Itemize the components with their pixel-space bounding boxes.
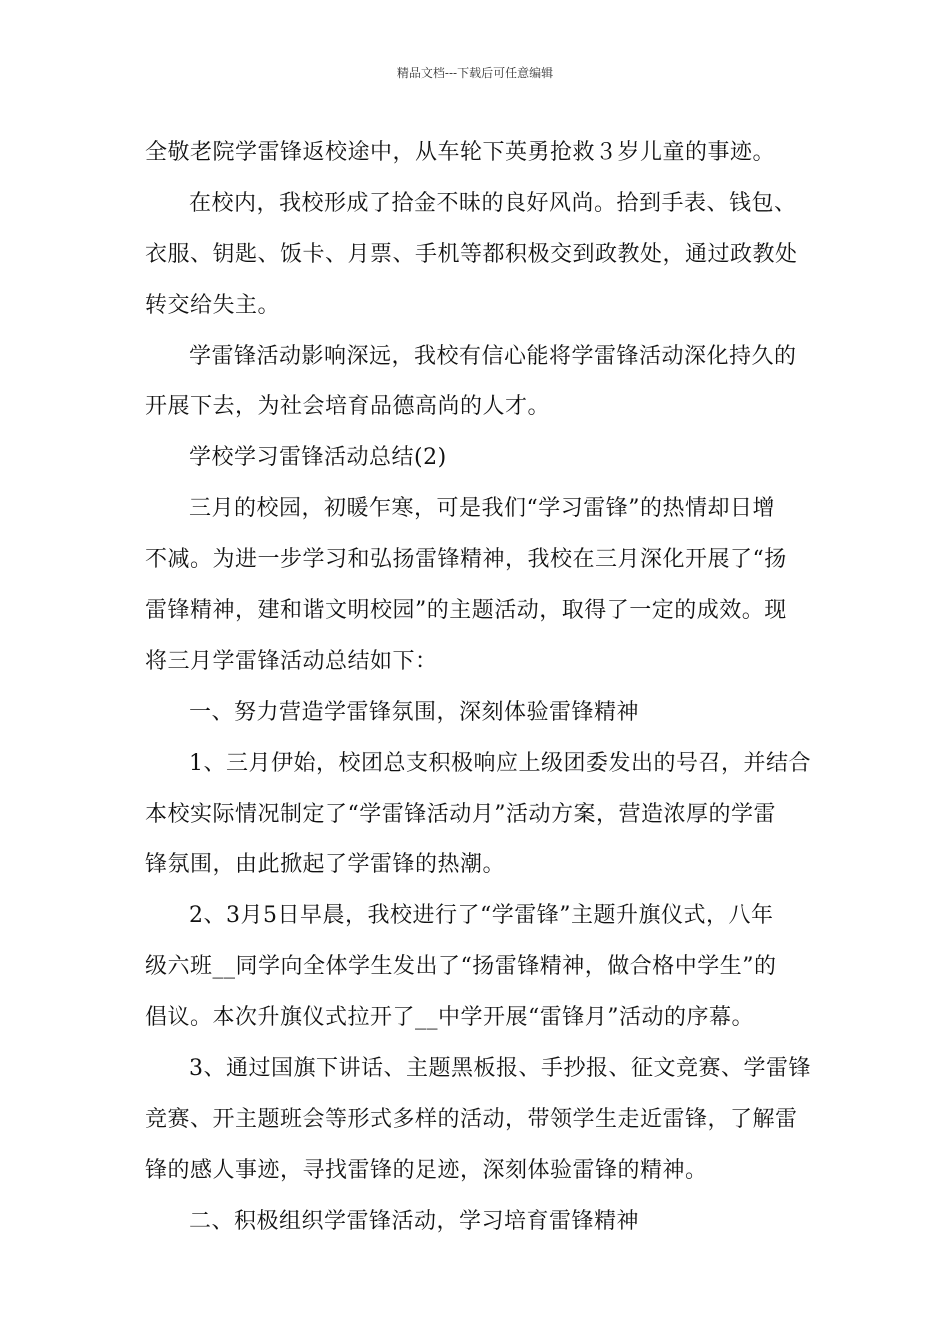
paragraph-line: 1、三月伊始，校团总支积极响应上级团委发出的号召，并结合 xyxy=(189,750,811,776)
section-title: 学校学习雷锋活动总结(2) xyxy=(189,445,447,471)
paragraph-line: 锋的感人事迹，寻找雷锋的足迹，深刻体验雷锋的精神。 xyxy=(145,1157,708,1183)
paragraph-line: 本校实际情况制定了“学雷锋活动月”活动方案，营造浓厚的学雷 xyxy=(145,801,776,827)
paragraph-line: 倡议。本次升旗仪式拉开了__中学开展“雷锋月”活动的序幕。 xyxy=(145,1005,754,1031)
document-body xyxy=(145,128,810,1248)
paragraph-line: 全敬老院学雷锋返校途中，从车轮下英勇抢救３岁儿童的事迹。 xyxy=(145,140,776,165)
paragraph-line: 衣服、钥匙、饭卡、月票、手机等都积极交到政教处，通过政教处 xyxy=(145,241,798,267)
paragraph-line: 转交给失主。 xyxy=(145,292,281,318)
paragraph-line: 不减。为进一步学习和弘扬雷锋精神，我校在三月深化开展了“扬 xyxy=(145,547,787,573)
paragraph-line: 锋氛围，由此掀起了学雷锋的热潮。 xyxy=(145,852,506,878)
page-header: 精品文档---下载后可任意编辑 xyxy=(396,66,554,80)
paragraph-line: 3、通过国旗下讲话、主题黑板报、手抄报、征文竞赛、学雷锋 xyxy=(189,1056,811,1082)
paragraph-line: 三月的校园，初暖乍寒，可是我们“学习雷锋”的热情却日增 xyxy=(189,496,775,522)
paragraph-line: 开展下去，为社会培育品德高尚的人才。 xyxy=(145,394,551,420)
paragraph-line: 学雷锋活动影响深远，我校有信心能将学雷锋活动深化持久的 xyxy=(189,343,797,369)
paragraph-line: 将三月学雷锋活动总结如下： xyxy=(145,648,438,674)
paragraph-line: 竞赛、开主题班会等形式多样的活动，带领学生走近雷锋，了解雷 xyxy=(145,1106,798,1132)
section-heading: 一、努力营造学雷锋氛围，深刻体验雷锋精神 xyxy=(189,699,640,725)
paragraph-line: 2、3月5日早晨，我校进行了“学雷锋”主题升旗仪式，八年 xyxy=(189,903,774,929)
section-heading: 二、积极组织学雷锋活动，学习培育雷锋精神 xyxy=(189,1208,640,1234)
paragraph-line: 级六班__同学向全体学生发出了“扬雷锋精神，做合格中学生”的 xyxy=(145,954,777,980)
paragraph-line: 在校内，我校形成了拾金不昧的良好风尚。拾到手表、钱包、 xyxy=(189,190,797,216)
paragraph-line: 雷锋精神，建和谐文明校园”的主题活动，取得了一定的成效。现 xyxy=(145,598,787,624)
